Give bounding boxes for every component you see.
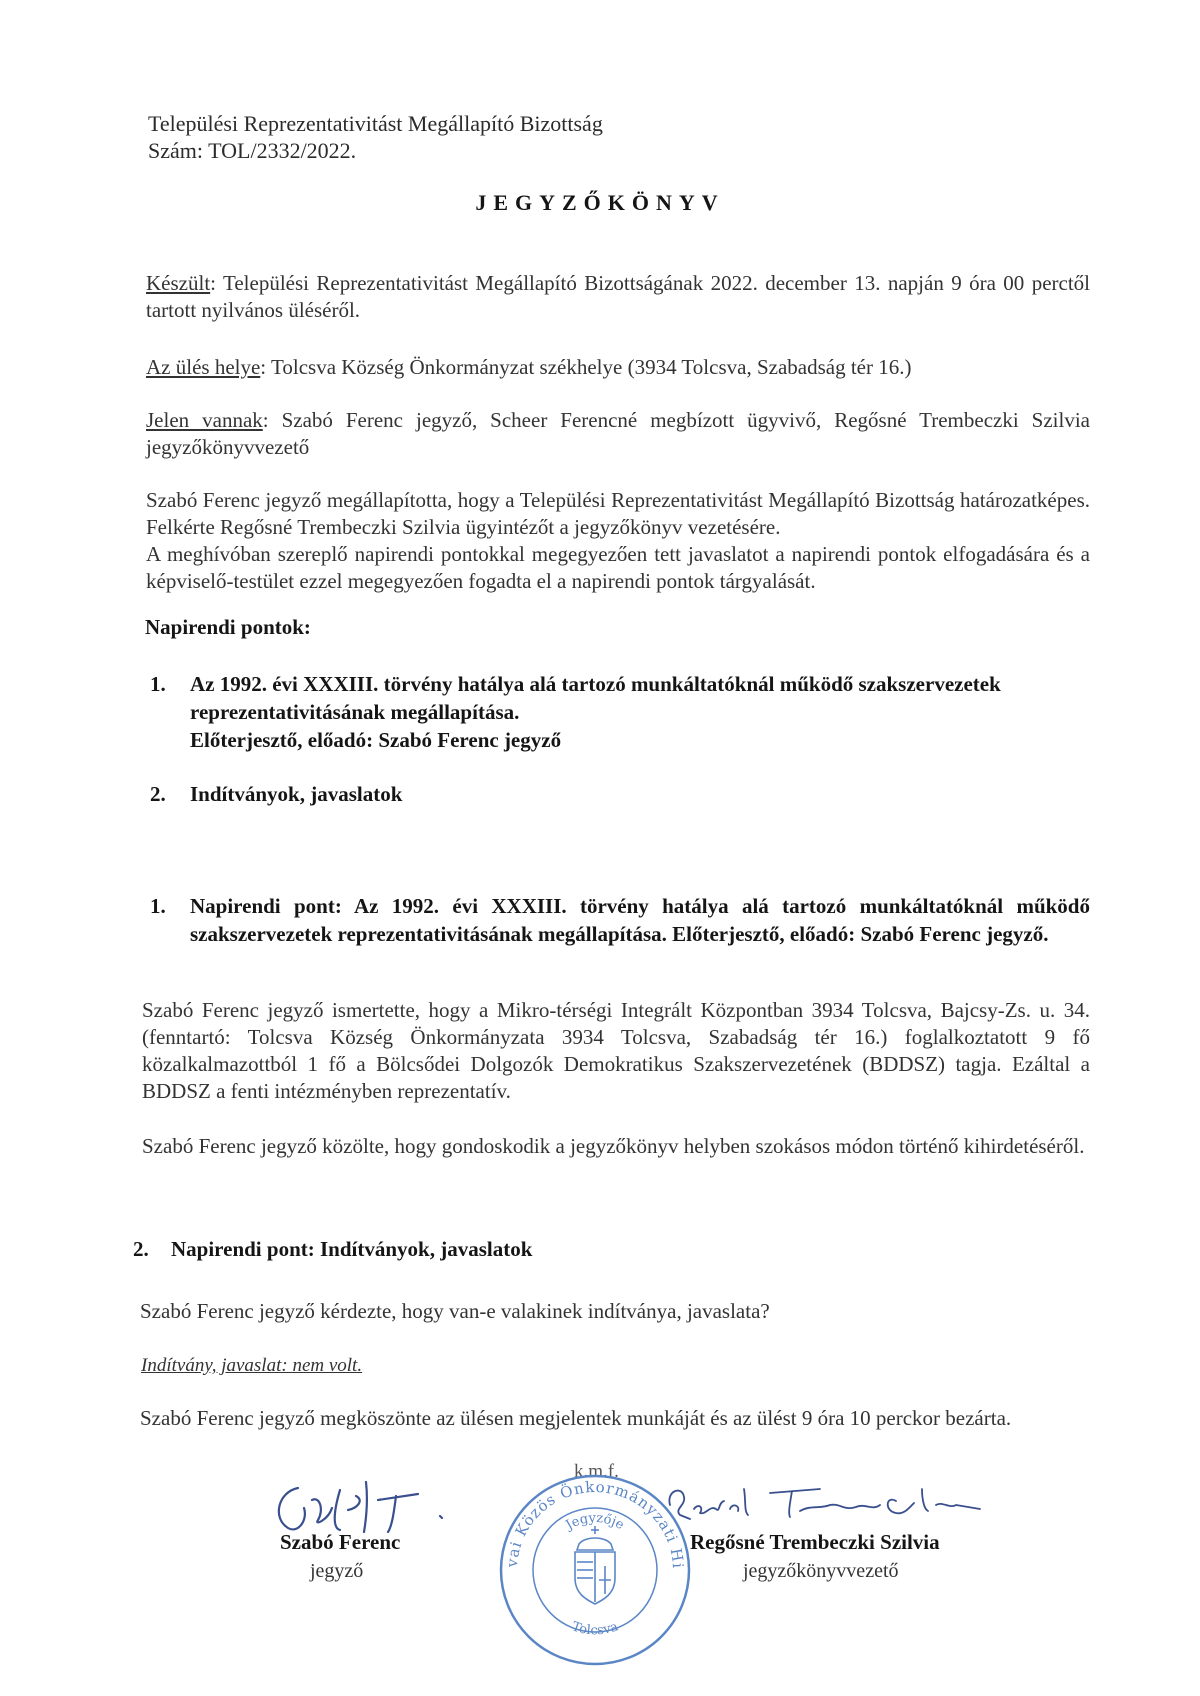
agenda-item-text: Az 1992. évi XXXIII. törvény hatálya alá tartozó munkáltatóknál működő szakszervezetek reprezentativitásának megállapítása. [190,672,1001,724]
signatory-left-name: Szabó Ferenc [280,1530,401,1554]
section-number: 1. [150,894,166,918]
intro-paragraph-1: Szabó Ferenc jegyző megállapította, hogy a Települési Reprezentativitást Megállapító Bizottság határozatképes. Felkérte Regősné Trembeczki Szilvia ügyintézőt a jegyzőkönyv vezetésére. [146,488,1090,539]
signatory-right-name: Regősné Trembeczki Szilvia [690,1530,940,1554]
agenda-item-presenter: Előterjesztő, előadó: Szabó Ferenc jegyző [190,728,562,752]
coat-of-arms-icon [575,1526,615,1604]
agenda-title: Napirendi pontok: [145,615,311,639]
intro-paragraph-2: A meghívóban szereplő napirendi pontokkal megegyezően tett javaslatot a napirendi pontok elfogadására és a képviselő-testület ezzel megegyezően fogadta el a napirendi pontok tárgyalását. [146,542,1090,593]
location-label: Az ülés helye [146,355,261,379]
section-number: 2. [133,1237,149,1261]
prepared-paragraph [146,270,1090,324]
document-header [148,110,603,164]
location-paragraph [146,354,1090,381]
organization-name: Települési Reprezentativitást Megállapító Bizottság [148,111,603,136]
proposals-note: Indítvány, javaslat: nem volt. [141,1355,363,1376]
signatory-right-role: jegyzőkönyvvezető [743,1560,899,1582]
section-1-paragraph-1: Szabó Ferenc jegyző ismertette, hogy a Mikro-térségi Integrált Központban 3934 Tolcsva, Bajcsy-Zs. u. 34. (fenntartó: Tolcsva Község Önkormányzata 3934 Tolcsva, Szabadság tér 16.) foglalkoztatott 9 fő közalkalmazottból 1 fő a Bölcsődei Dolgozók Demokratikus Szakszervezetének (BDDSZ) tagja. Ezáltal a BDDSZ a fenti intézményben reprezentatív. [142,998,1090,1103]
signature-regosne [660,1475,990,1530]
attendees-label: Jelen vannak [146,408,263,432]
stamp-bottom-text: Tolcsva [569,1619,621,1639]
agenda-item-text: Indítványok, javaslatok [190,782,403,806]
agenda-item-number: 2. [150,782,166,806]
location-text: : Tolcsva Község Önkormányzat székhelye (3934 Tolcsva, Szabadság tér 16.) [260,355,912,379]
section-2-paragraph-2: Szabó Ferenc jegyző megköszönte az ülésen megjelentek munkáját és az ülést 9 óra 10 perckor bezárta. [140,1406,1012,1430]
svg-text:Tolcsva [570,1619,620,1638]
stamp-inner-text: Jegyzője [563,1510,627,1534]
document-number: Szám: TOL/2332/2022. [148,138,357,163]
kmf-mark: k.m.f. [574,1461,619,1482]
section-heading-text: Napirendi pont: Indítványok, javaslatok [171,1237,533,1261]
signatory-left-role: jegyző [310,1560,364,1582]
section-heading-text: Napirendi pont: Az 1992. évi XXXIII. törvény hatálya alá tartozó munkáltatóknál működő szakszervezetek reprezentativitásának megállapítása. Előterjesztő, előadó: Szabó Ferenc jegyző. [190,894,1090,946]
prepared-label: Készült [146,271,211,295]
attendees-paragraph [146,407,1090,461]
section-2-paragraph-1: Szabó Ferenc jegyző kérdezte, hogy van-e valakinek indítványa, javaslata? [140,1299,770,1323]
document-title: JEGYZŐKÖNYV [475,190,725,215]
prepared-text: : Települési Reprezentativitást Megállapító Bizottságának 2022. december 13. napján 9 óra 00 perctől tartott nyilvános üléséről. [146,271,1090,322]
section-1-paragraph-2: Szabó Ferenc jegyző közölte, hogy gondoskodik a jegyzőkönyv helyben szokásos módon történő kihirdetéséről. [142,1134,1085,1158]
stamp-outer-text: Tolcsvai Közös Önkormányzati Hivatal [489,1456,688,1570]
attendees-text: : Szabó Ferenc jegyző, Scheer Ferencné megbízott ügyvivő, Regősné Trembeczki Szilvia jegyzőkönyvvezető [146,408,1090,459]
agenda-item-number: 1. [150,672,166,696]
